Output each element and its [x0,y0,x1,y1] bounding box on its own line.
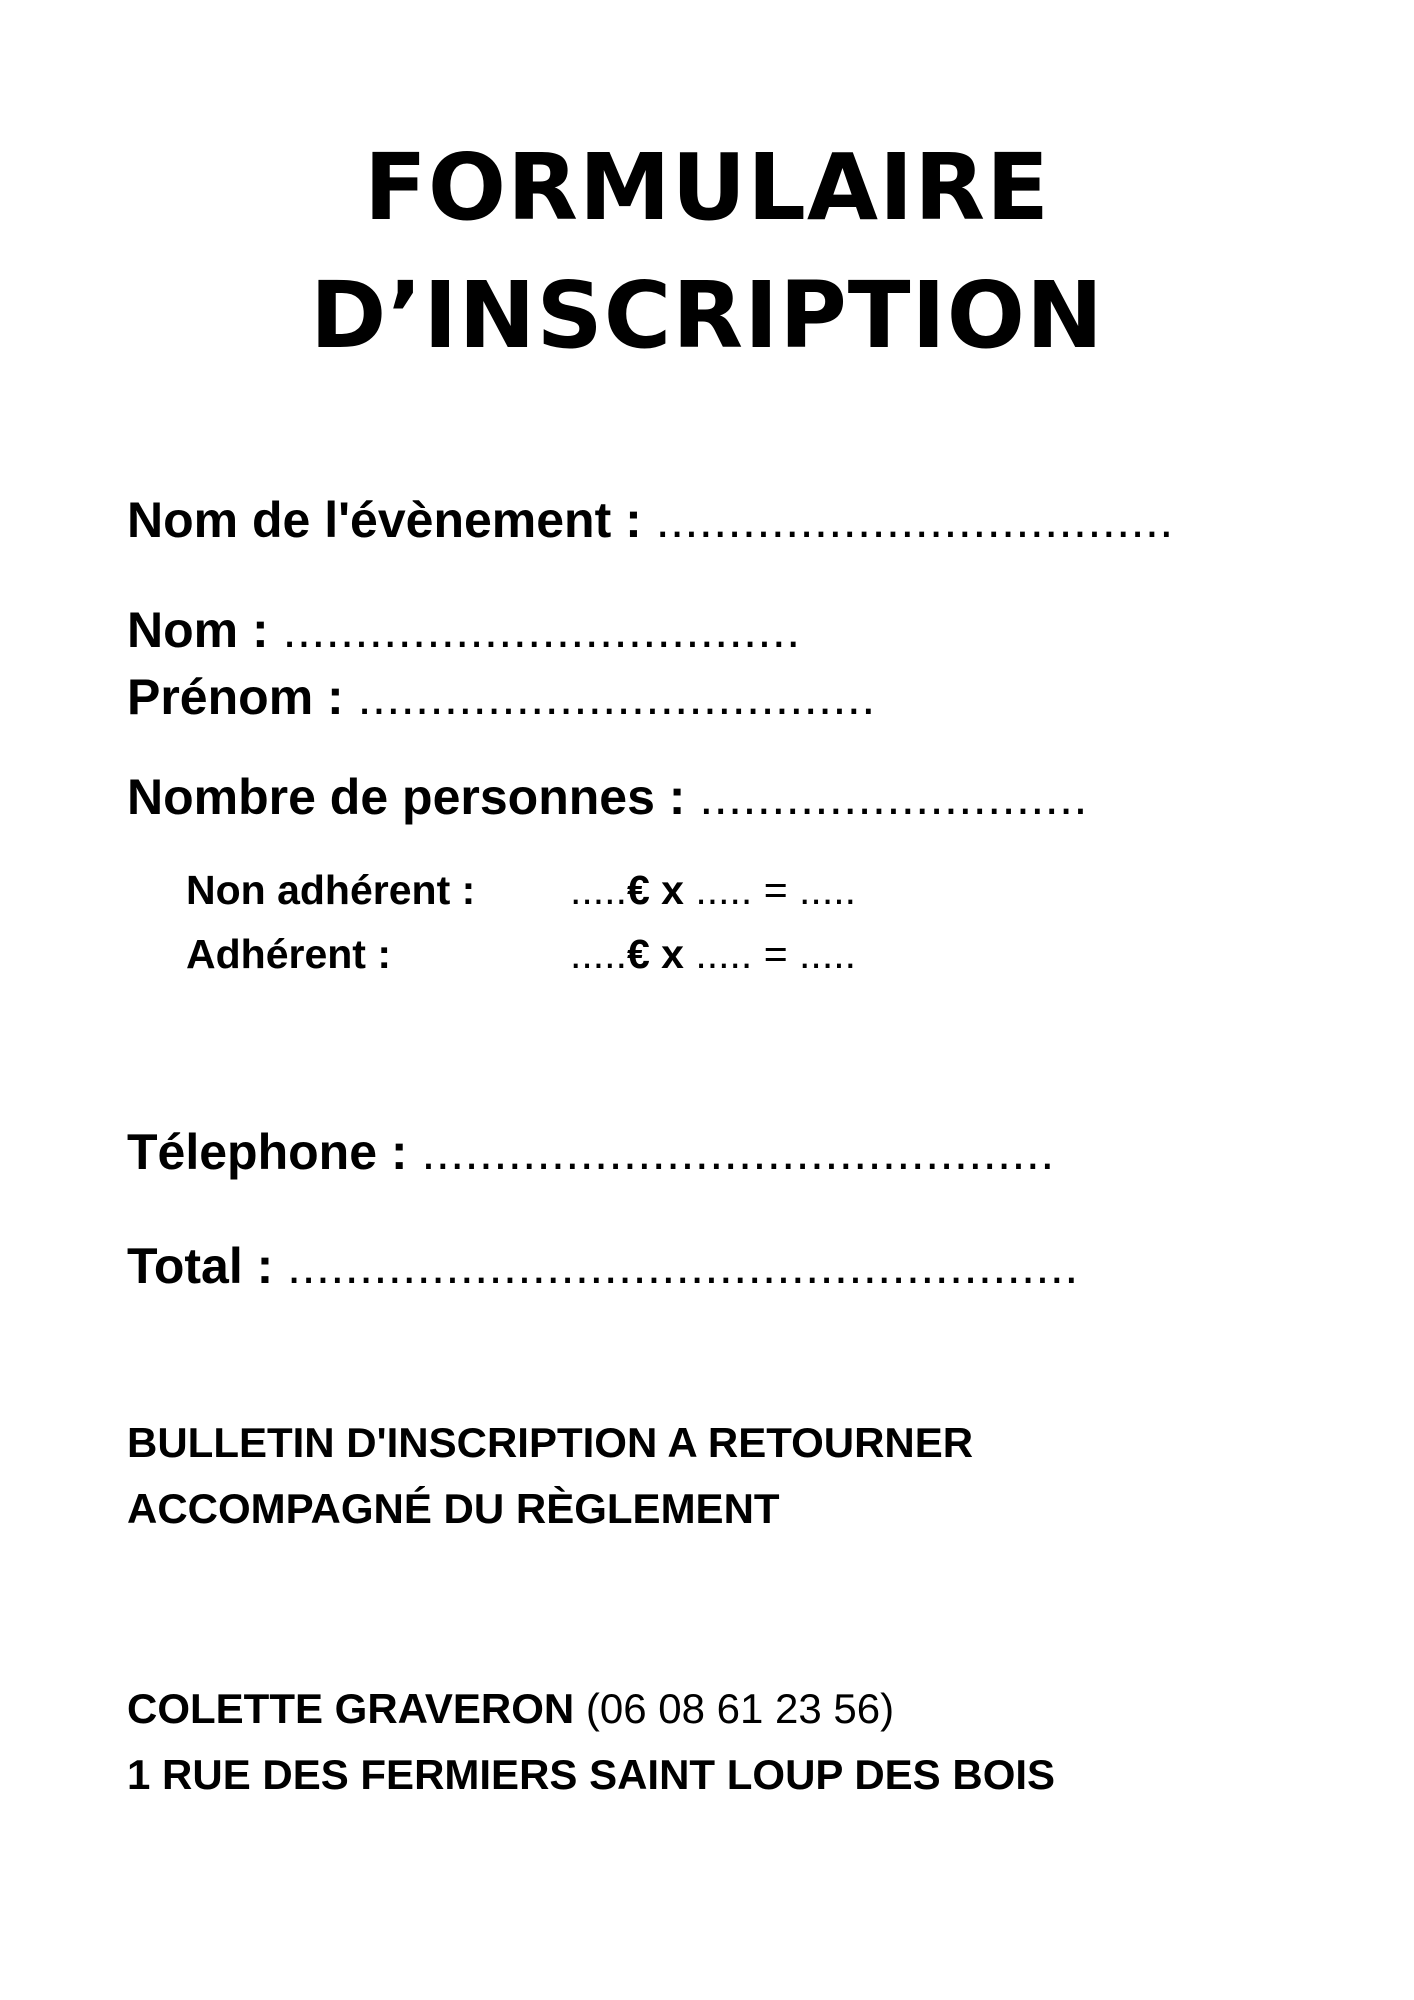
non-member-calc-blank: ..... = ..... [683,867,856,913]
return-notice-line-1: BULLETIN D'INSCRIPTION A RETOURNER [127,1419,974,1466]
event-name-blank: .................................... [655,492,1174,548]
return-notice-line-2: ACCOMPAGNÉ DU RÈGLEMENT [127,1485,780,1532]
phone-field [127,1122,1055,1182]
people-count-field [127,767,1088,827]
last-name-label: Nom : [127,602,269,658]
form-title-line-1: FORMULAIRE [364,134,1050,241]
member-calc-blank: ..... = ..... [683,931,856,977]
form-title-line-2: D’INSCRIPTION [309,262,1104,369]
non-member-currency: € x [626,867,684,913]
non-member-unit-blank: ..... [570,867,627,913]
total-field [127,1236,1079,1296]
contact-phone: (06 08 61 23 56) [574,1685,895,1732]
total-label: Total : [127,1238,274,1294]
people-count-label: Nombre de personnes : [127,769,686,825]
last-name-blank: .................................... [282,602,801,658]
first-name-blank: .................................... [357,669,876,725]
form-title [0,124,1414,380]
event-name-field [127,490,1174,550]
member-currency: € x [626,931,684,977]
phone-label: Télephone : [127,1124,408,1180]
contact-block [127,1676,1055,1808]
phone-blank: ............................................ [421,1124,1055,1180]
first-name-label: Prénom : [127,669,344,725]
first-name-field [127,667,876,727]
member-label: Adhérent : [186,931,391,977]
contact-name: COLETTE GRAVERON [127,1685,575,1732]
event-name-label: Nom de l'évènement : [127,492,642,548]
last-name-field [127,600,801,660]
total-blank: ....................................................... [287,1238,1079,1294]
return-notice [127,1410,973,1542]
member-price-row [186,928,856,980]
non-member-price-row [186,864,856,916]
people-count-blank: ........................... [699,769,1088,825]
non-member-label: Non adhérent : [186,867,476,913]
member-unit-blank: ..... [570,931,627,977]
contact-address: 1 RUE DES FERMIERS SAINT LOUP DES BOIS [127,1751,1056,1798]
